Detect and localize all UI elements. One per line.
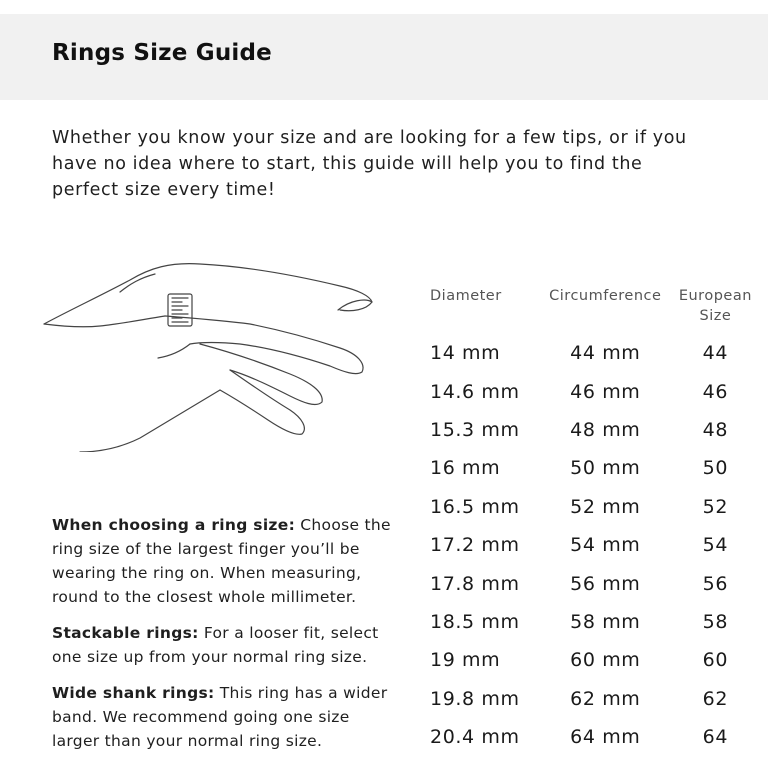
european-size-cell: 62: [702, 687, 729, 710]
tip-choosing-size: [52, 513, 397, 609]
circumference-cell: 52 mm: [570, 495, 641, 518]
diameter-cell: 16.5 mm: [430, 495, 520, 518]
european-size-cell: 46: [702, 380, 729, 403]
diameter-cell: 19.8 mm: [430, 687, 520, 710]
tips-section: [52, 513, 397, 765]
circumference-cell: 54 mm: [570, 534, 641, 557]
table-row: [418, 411, 758, 449]
circumference-cell: 60 mm: [570, 649, 641, 672]
european-size-cell: 64: [702, 726, 729, 749]
tip-text: For a looser fit, select one size up from your normal ring size.: [52, 624, 379, 666]
tip-label: Wide shank rings:: [52, 684, 215, 702]
tip-label: Stackable rings:: [52, 624, 199, 642]
header-european-size: European Size: [678, 288, 752, 324]
table-row: [418, 641, 758, 679]
intro-text: Whether you know your size and are looking for a few tips, or if you have no idea where to start, this guide will help you to find the perfect size every time!: [52, 128, 687, 200]
hand-with-ring-sizer-icon: [40, 252, 380, 452]
circumference-cell: 46 mm: [570, 380, 641, 403]
diameter-cell: 14 mm: [430, 342, 501, 365]
european-size-cell: 50: [702, 457, 729, 480]
tip-stackable: [52, 621, 397, 669]
table-row: [418, 718, 758, 756]
size-table: [418, 286, 758, 756]
table-row: [418, 488, 758, 526]
table-row: [418, 680, 758, 718]
tip-label: When choosing a ring size:: [52, 516, 296, 534]
european-size-cell: 56: [702, 572, 729, 595]
diameter-cell: 15.3 mm: [430, 418, 520, 441]
circumference-cell: 50 mm: [570, 457, 641, 480]
table-row: [418, 372, 758, 410]
circumference-cell: 56 mm: [570, 572, 641, 595]
table-row: [418, 564, 758, 602]
european-size-cell: 52: [702, 495, 729, 518]
european-size-cell: 44: [702, 342, 729, 365]
table-row: [418, 449, 758, 487]
diameter-cell: 18.5 mm: [430, 610, 520, 633]
diameter-cell: 16 mm: [430, 457, 501, 480]
circumference-cell: 48 mm: [570, 418, 641, 441]
circumference-cell: 44 mm: [570, 342, 641, 365]
european-size-cell: 60: [702, 649, 729, 672]
tip-text: Choose the ring size of the largest finger you’ll be wearing the ring on. When measuring, round to the closest whole millimeter.: [52, 516, 391, 606]
table-row: [418, 603, 758, 641]
page-title: Rings Size Guide: [52, 40, 272, 66]
table-header-row: [418, 286, 758, 334]
european-size-cell: 58: [702, 610, 729, 633]
table-row: [418, 334, 758, 372]
diameter-cell: 17.8 mm: [430, 572, 520, 595]
circumference-cell: 62 mm: [570, 687, 641, 710]
tip-text: This ring has a wider band. We recommend going one size larger than your normal ring size.: [52, 684, 388, 750]
diameter-cell: 20.4 mm: [430, 726, 520, 749]
table-row: [418, 526, 758, 564]
circumference-cell: 64 mm: [570, 726, 641, 749]
diameter-cell: 14.6 mm: [430, 380, 520, 403]
header-diameter: Diameter: [430, 288, 502, 304]
european-size-cell: 54: [702, 534, 729, 557]
european-size-cell: 48: [702, 418, 729, 441]
circumference-cell: 58 mm: [570, 610, 641, 633]
tip-wide-shank: [52, 681, 397, 753]
diameter-cell: 17.2 mm: [430, 534, 520, 557]
header-circumference: Circumference: [549, 288, 662, 304]
diameter-cell: 19 mm: [430, 649, 501, 672]
